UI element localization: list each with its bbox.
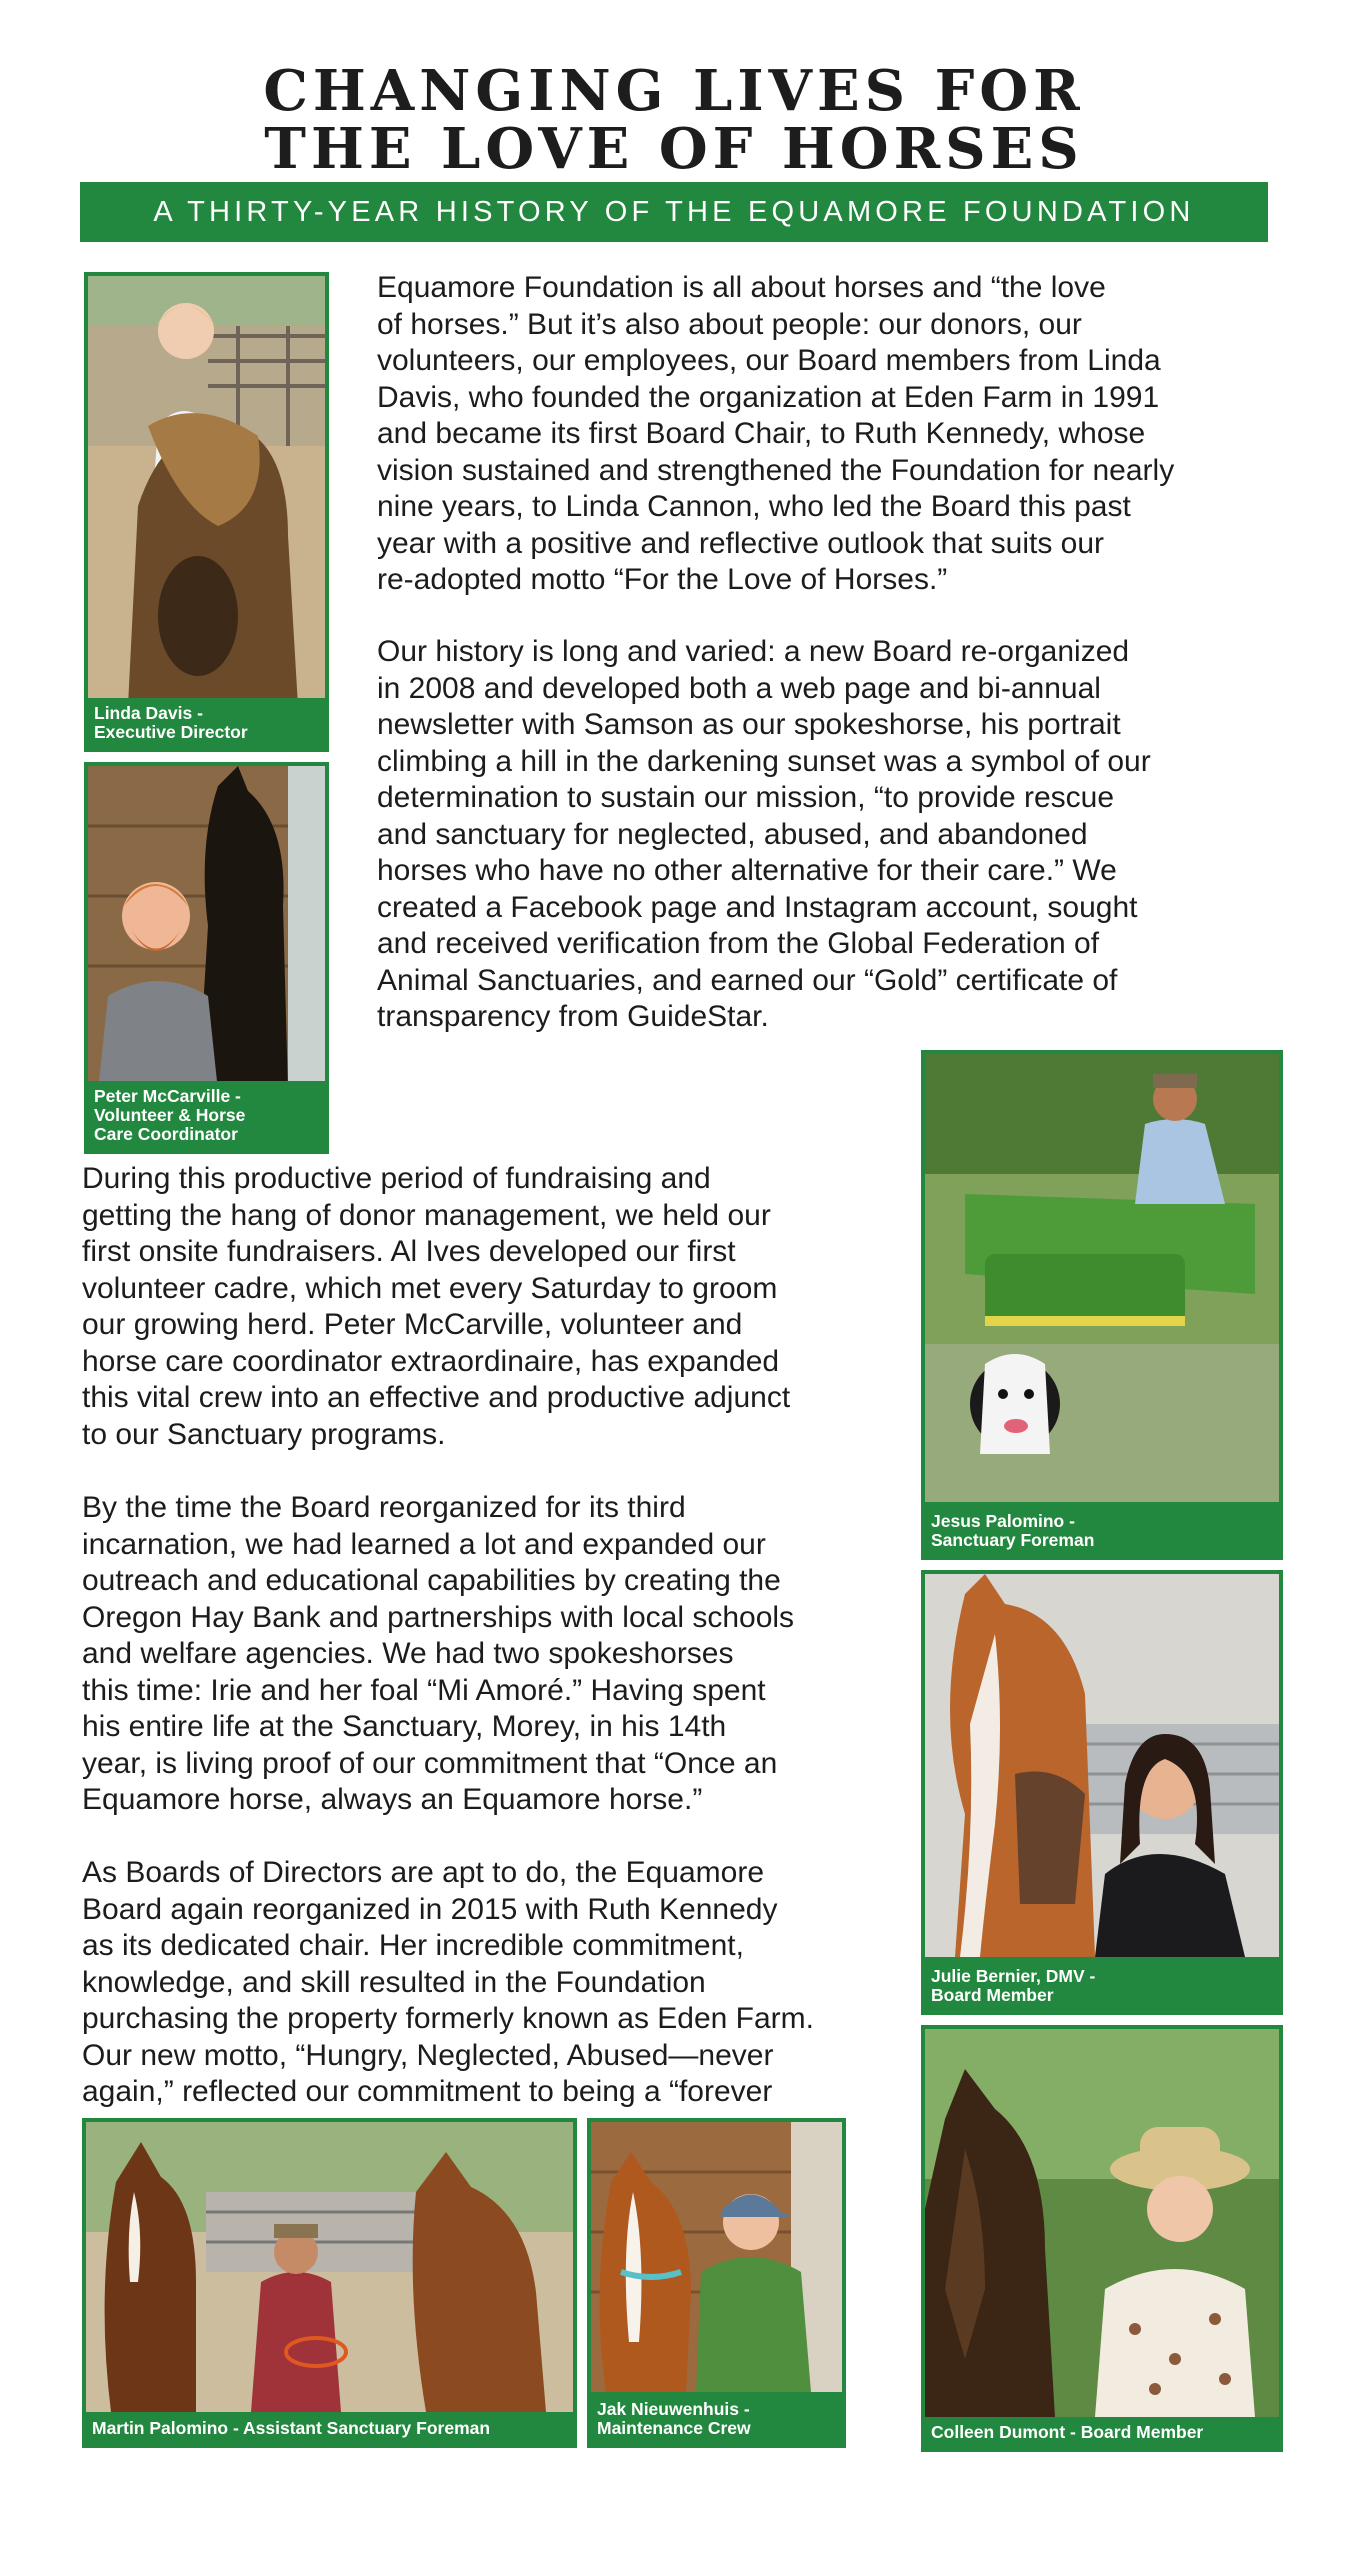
subtitle-banner: A THIRTY-YEAR HISTORY OF THE EQUAMORE FOUNDATION xyxy=(80,182,1268,242)
photo-julie-bernier xyxy=(921,1570,1283,2015)
photo-linda-davis xyxy=(84,272,329,752)
paragraph-2015-board: As Boards of Directors are apt to do, the Equamore Board again reorganized in 2015 with Ruth Kennedy as its dedicated chair. Her incredible commitment, knowledge, and skill resulted in the Foundation purchasing the property formerly known as Eden Farm. Our new motto, “Hungry, Neglected, Abused—never again,” reflected our commitment to being a “forever xyxy=(82,1856,814,2108)
page-title xyxy=(0,58,1348,182)
title-line-1: CHANGING LIVES FOR xyxy=(263,58,1085,124)
tractor-dog-image xyxy=(925,1054,1279,1502)
jak-horse-image xyxy=(591,2122,842,2392)
photo-martin-palomino xyxy=(82,2118,577,2448)
colleen-horse-image xyxy=(925,2029,1279,2417)
photo-peter-mccarville xyxy=(84,762,329,1154)
paragraph-intro: Equamore Foundation is all about horses and “the love of horses.” But it’s also about people: our donors, our volunteers, our employees, our Board members from Linda Davis, who founded the organization at Eden Farm in 1991 and became its first Board Chair, to Ruth Kennedy, whose vision sustained and strengthened the Foundation for nearly nine years, to Linda Cannon, who led the Board this past year with a positive and reflective outlook that suits our re-adopted motto “For the Love of Horses.” xyxy=(377,271,1175,596)
caption-jak-nieuwenhuis: Jak Nieuwenhuis - Maintenance Crew xyxy=(591,2394,842,2444)
paragraph-history: Our history is long and varied: a new Board re-organized in 2008 and developed both a web page and bi-annual newsletter with Samson as our spokeshorse, his portrait climbing a hill in the darkening sunset was a symbol of our determination to sustain our mission, “to provide rescue and sanctuary for neglected, abused, and abandoned horses who have no other alternative for their care.” We created a Facebook page and Instagram account, sought and received verification from the Global Federation of Animal Sanctuaries, and earned our “Gold” certificate of transparency from GuideStar. xyxy=(377,635,1151,1033)
photo-jak-nieuwenhuis xyxy=(587,2118,846,2448)
title-line-2: THE LOVE OF HORSES xyxy=(264,116,1084,182)
linda-horse-image xyxy=(88,276,325,706)
photo-jesus-palomino xyxy=(921,1050,1283,1560)
peter-horse-image xyxy=(88,766,325,1091)
caption-colleen-dumont: Colleen Dumont - Board Member xyxy=(925,2417,1279,2448)
caption-jesus-palomino: Jesus Palomino - Sanctuary Foreman xyxy=(925,1506,1279,1556)
photo-colleen-dumont xyxy=(921,2025,1283,2452)
caption-julie-bernier: Julie Bernier, DMV - Board Member xyxy=(925,1961,1279,2011)
caption-peter-mccarville: Peter McCarville - Volunteer & Horse Care Coordinator xyxy=(88,1081,325,1150)
caption-linda-davis: Linda Davis - Executive Director xyxy=(88,698,325,748)
caption-martin-palomino: Martin Palomino - Assistant Sanctuary Foreman xyxy=(86,2413,573,2444)
martin-horses-image xyxy=(86,2122,573,2412)
paragraph-third-board: By the time the Board reorganized for its third incarnation, we had learned a lot and expanded our outreach and educational capabilities by creating the Oregon Hay Bank and partnerships with local schools and welfare agencies. We had two spokeshorses this time: Irie and her foal “Mi Amoré.” Having spent his entire life at the Sanctuary, Morey, in his 14th year, is living proof of our commitment that “Once an Equamore horse, always an Equamore horse.” xyxy=(82,1491,795,1816)
paragraph-fundraising: During this productive period of fundraising and getting the hang of donor management, we held our first onsite fundraisers. Al Ives developed our first volunteer cadre, which met every Saturday to groom our growing herd. Peter McCarville, volunteer and horse care coordinator extraordinaire, has expanded this vital crew into an effective and productive adjunct to our Sanctuary programs. xyxy=(82,1162,791,1451)
julie-horse-image xyxy=(925,1574,1279,1957)
